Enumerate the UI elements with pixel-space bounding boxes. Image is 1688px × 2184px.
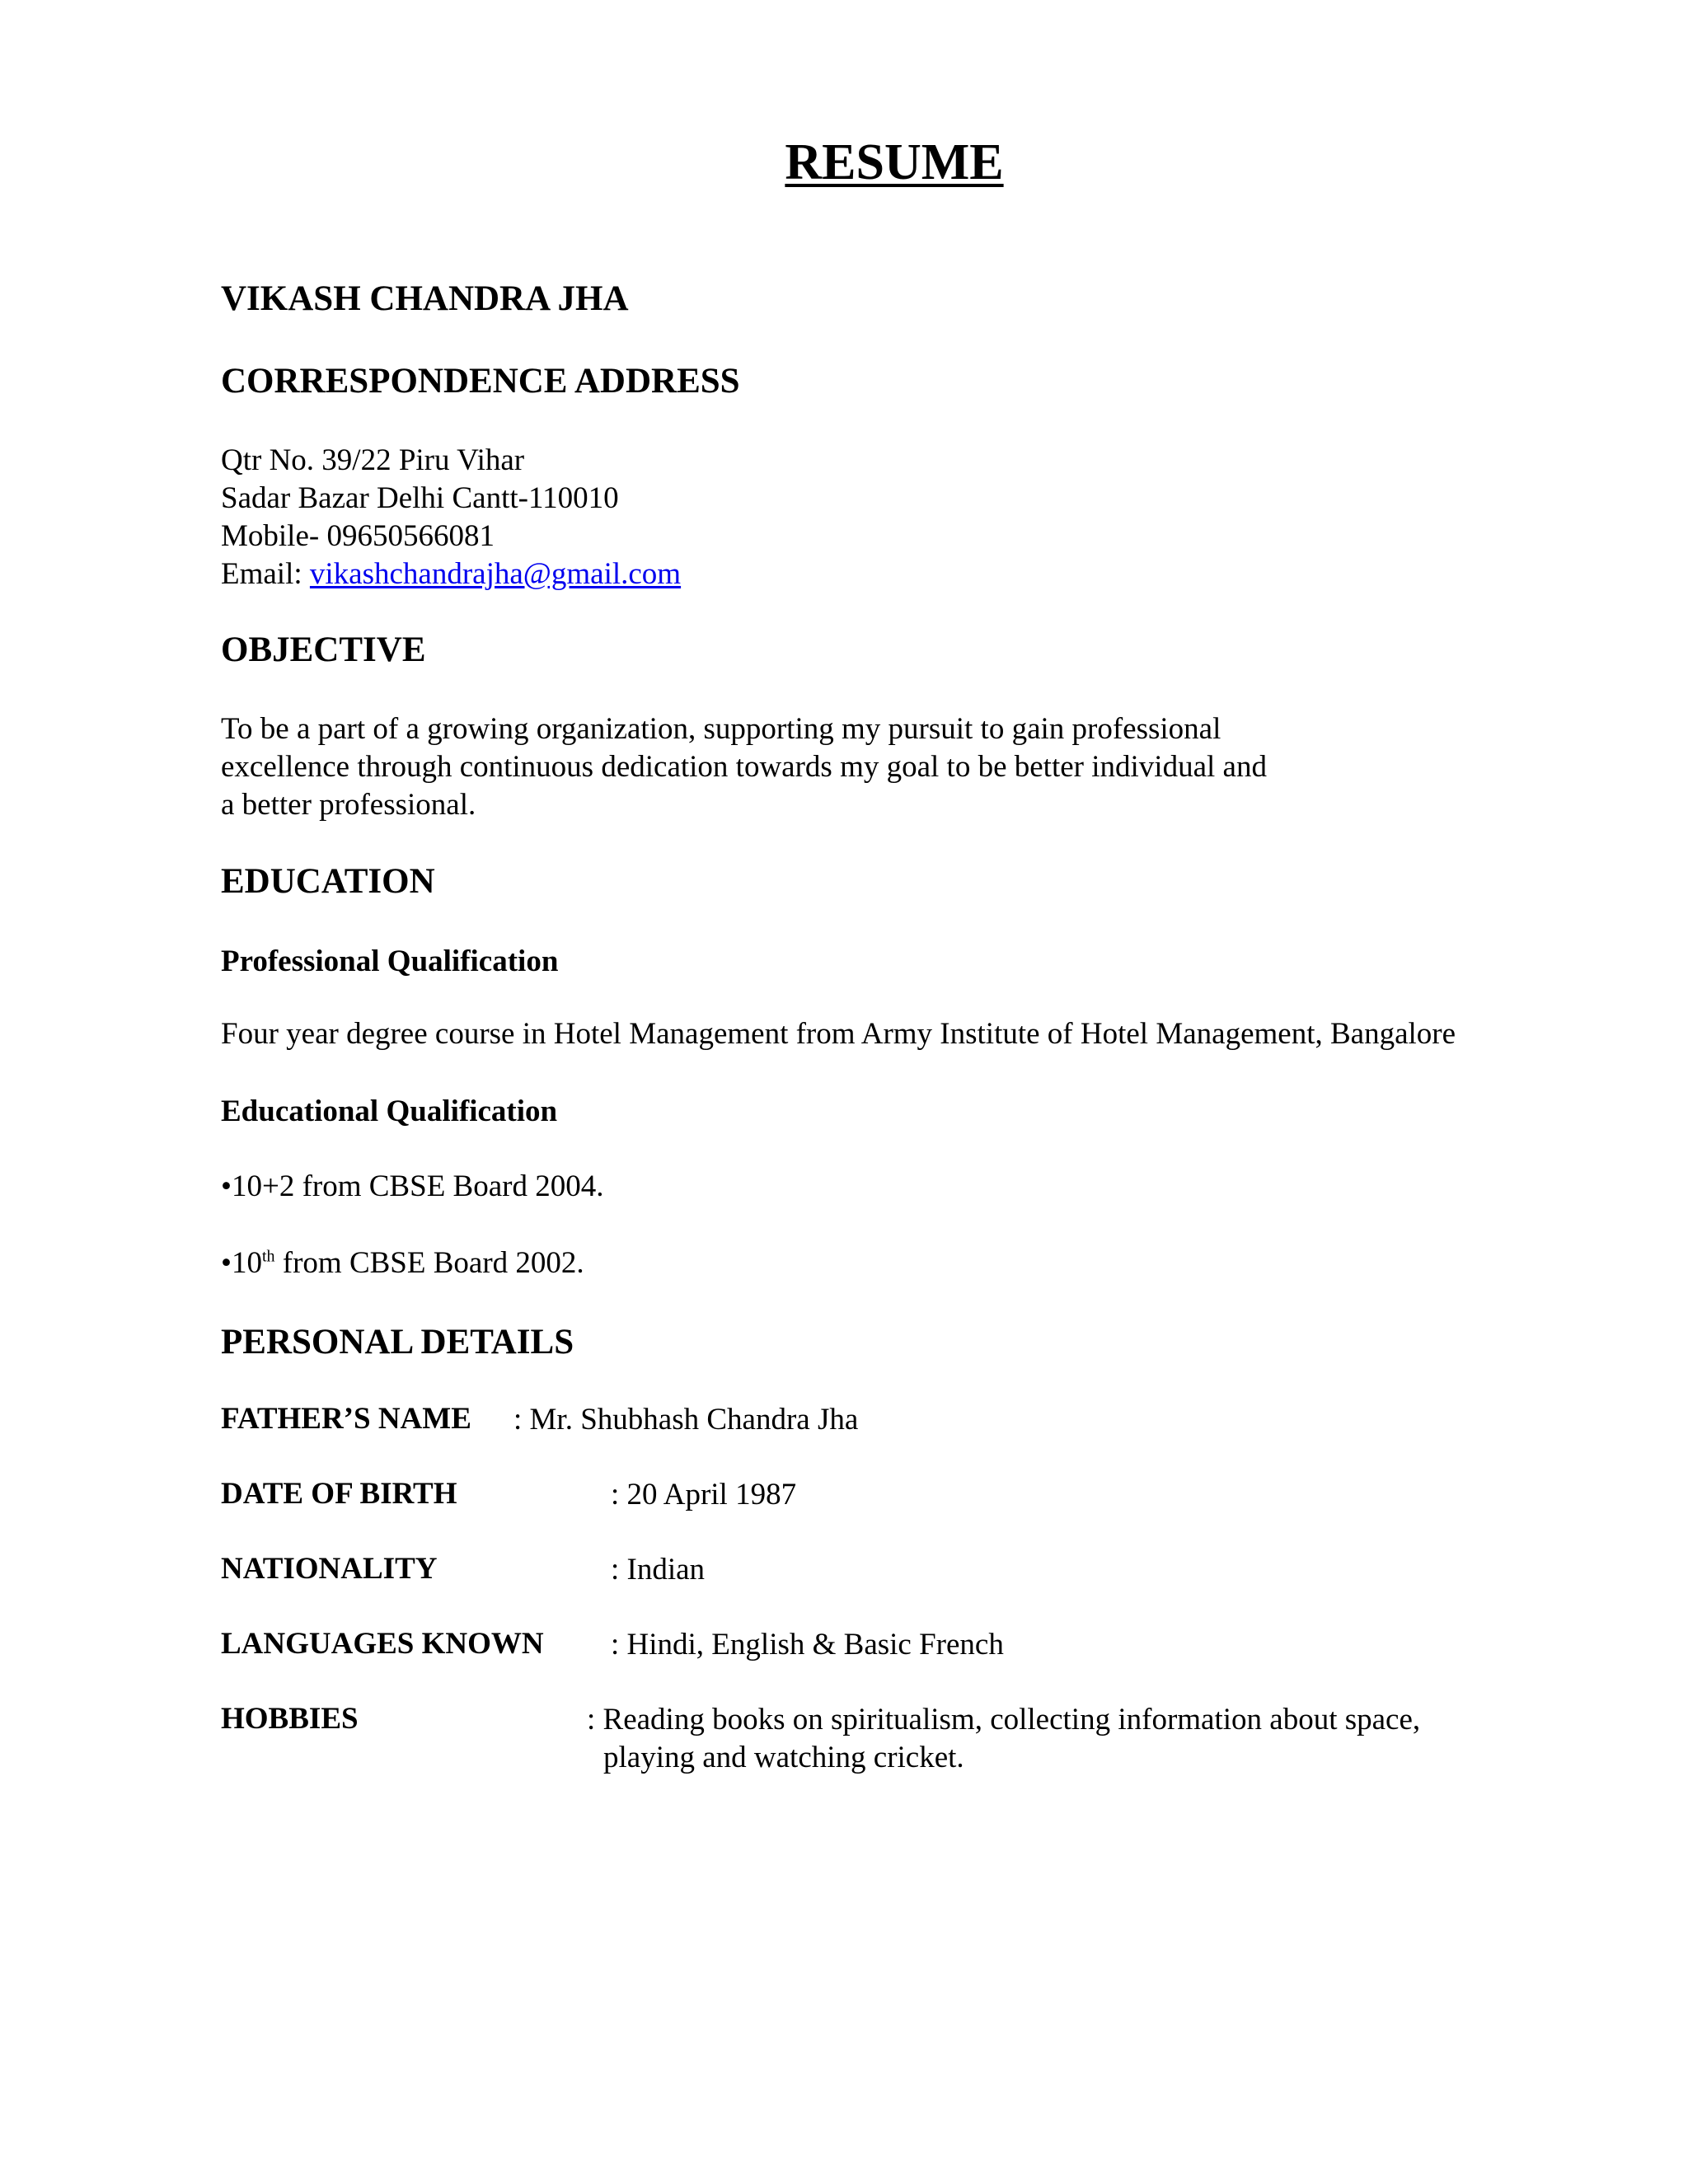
email-link[interactable]: vikashchandrajha@gmail.com	[309, 557, 682, 591]
address-heading: CORRESPONDENCE ADDRESS	[221, 362, 740, 401]
languages-value: : Hindi, English & Basic French	[611, 1628, 1004, 1661]
education-item: •10th from CBSE Board 2002.	[221, 1246, 584, 1280]
education-item: •10+2 from CBSE Board 2004.	[221, 1169, 604, 1203]
objective-text	[221, 710, 1267, 824]
address-line-2: Sadar Bazar Delhi Cantt-110010	[221, 481, 619, 515]
professional-qualification-heading: Professional Qualification	[221, 944, 559, 978]
objective-line-2: excellence through continuous dedication towards my goal to be better individual and	[221, 750, 1267, 784]
hobbies-value-line-1: : Reading books on spiritualism, collecting information about space,	[587, 1703, 1421, 1736]
document-title: RESUME	[785, 134, 1004, 190]
dob-value: : 20 April 1987	[611, 1478, 797, 1511]
email-line	[221, 555, 681, 593]
hobbies-label: HOBBIES	[221, 1702, 359, 1736]
nationality-value: : Indian	[611, 1553, 706, 1586]
mobile-number: Mobile- 09650566081	[221, 519, 495, 553]
languages-label: LANGUAGES KNOWN	[221, 1627, 544, 1661]
hobbies-value-line-2: playing and watching cricket.	[603, 1741, 964, 1774]
email-label: Email:	[221, 557, 310, 591]
nationality-label: NATIONALITY	[221, 1552, 438, 1586]
bullet-icon: •	[221, 1169, 232, 1203]
fathers-name-value: : Mr. Shubhash Chandra Jha	[513, 1403, 859, 1436]
educational-qualification-heading: Educational Qualification	[221, 1094, 558, 1128]
objective-line-3: a better professional.	[221, 788, 476, 822]
professional-qualification-text: Four year degree course in Hotel Management from Army Institute of Hotel Management, Bangalore	[221, 1017, 1456, 1051]
dob-label: DATE OF BIRTH	[221, 1477, 457, 1511]
fathers-name-label: FATHER’S NAME	[221, 1402, 471, 1436]
objective-line-1: To be a part of a growing organization, supporting my pursuit to gain professional	[221, 712, 1221, 746]
address-block	[221, 442, 681, 593]
personal-details-heading: PERSONAL DETAILS	[221, 1323, 574, 1361]
candidate-name: VIKASH CHANDRA JHA	[221, 279, 629, 318]
objective-heading: OBJECTIVE	[221, 630, 426, 669]
bullet-icon: •	[221, 1246, 232, 1280]
education-heading: EDUCATION	[221, 862, 435, 901]
address-line-1: Qtr No. 39/22 Piru Vihar	[221, 443, 525, 477]
